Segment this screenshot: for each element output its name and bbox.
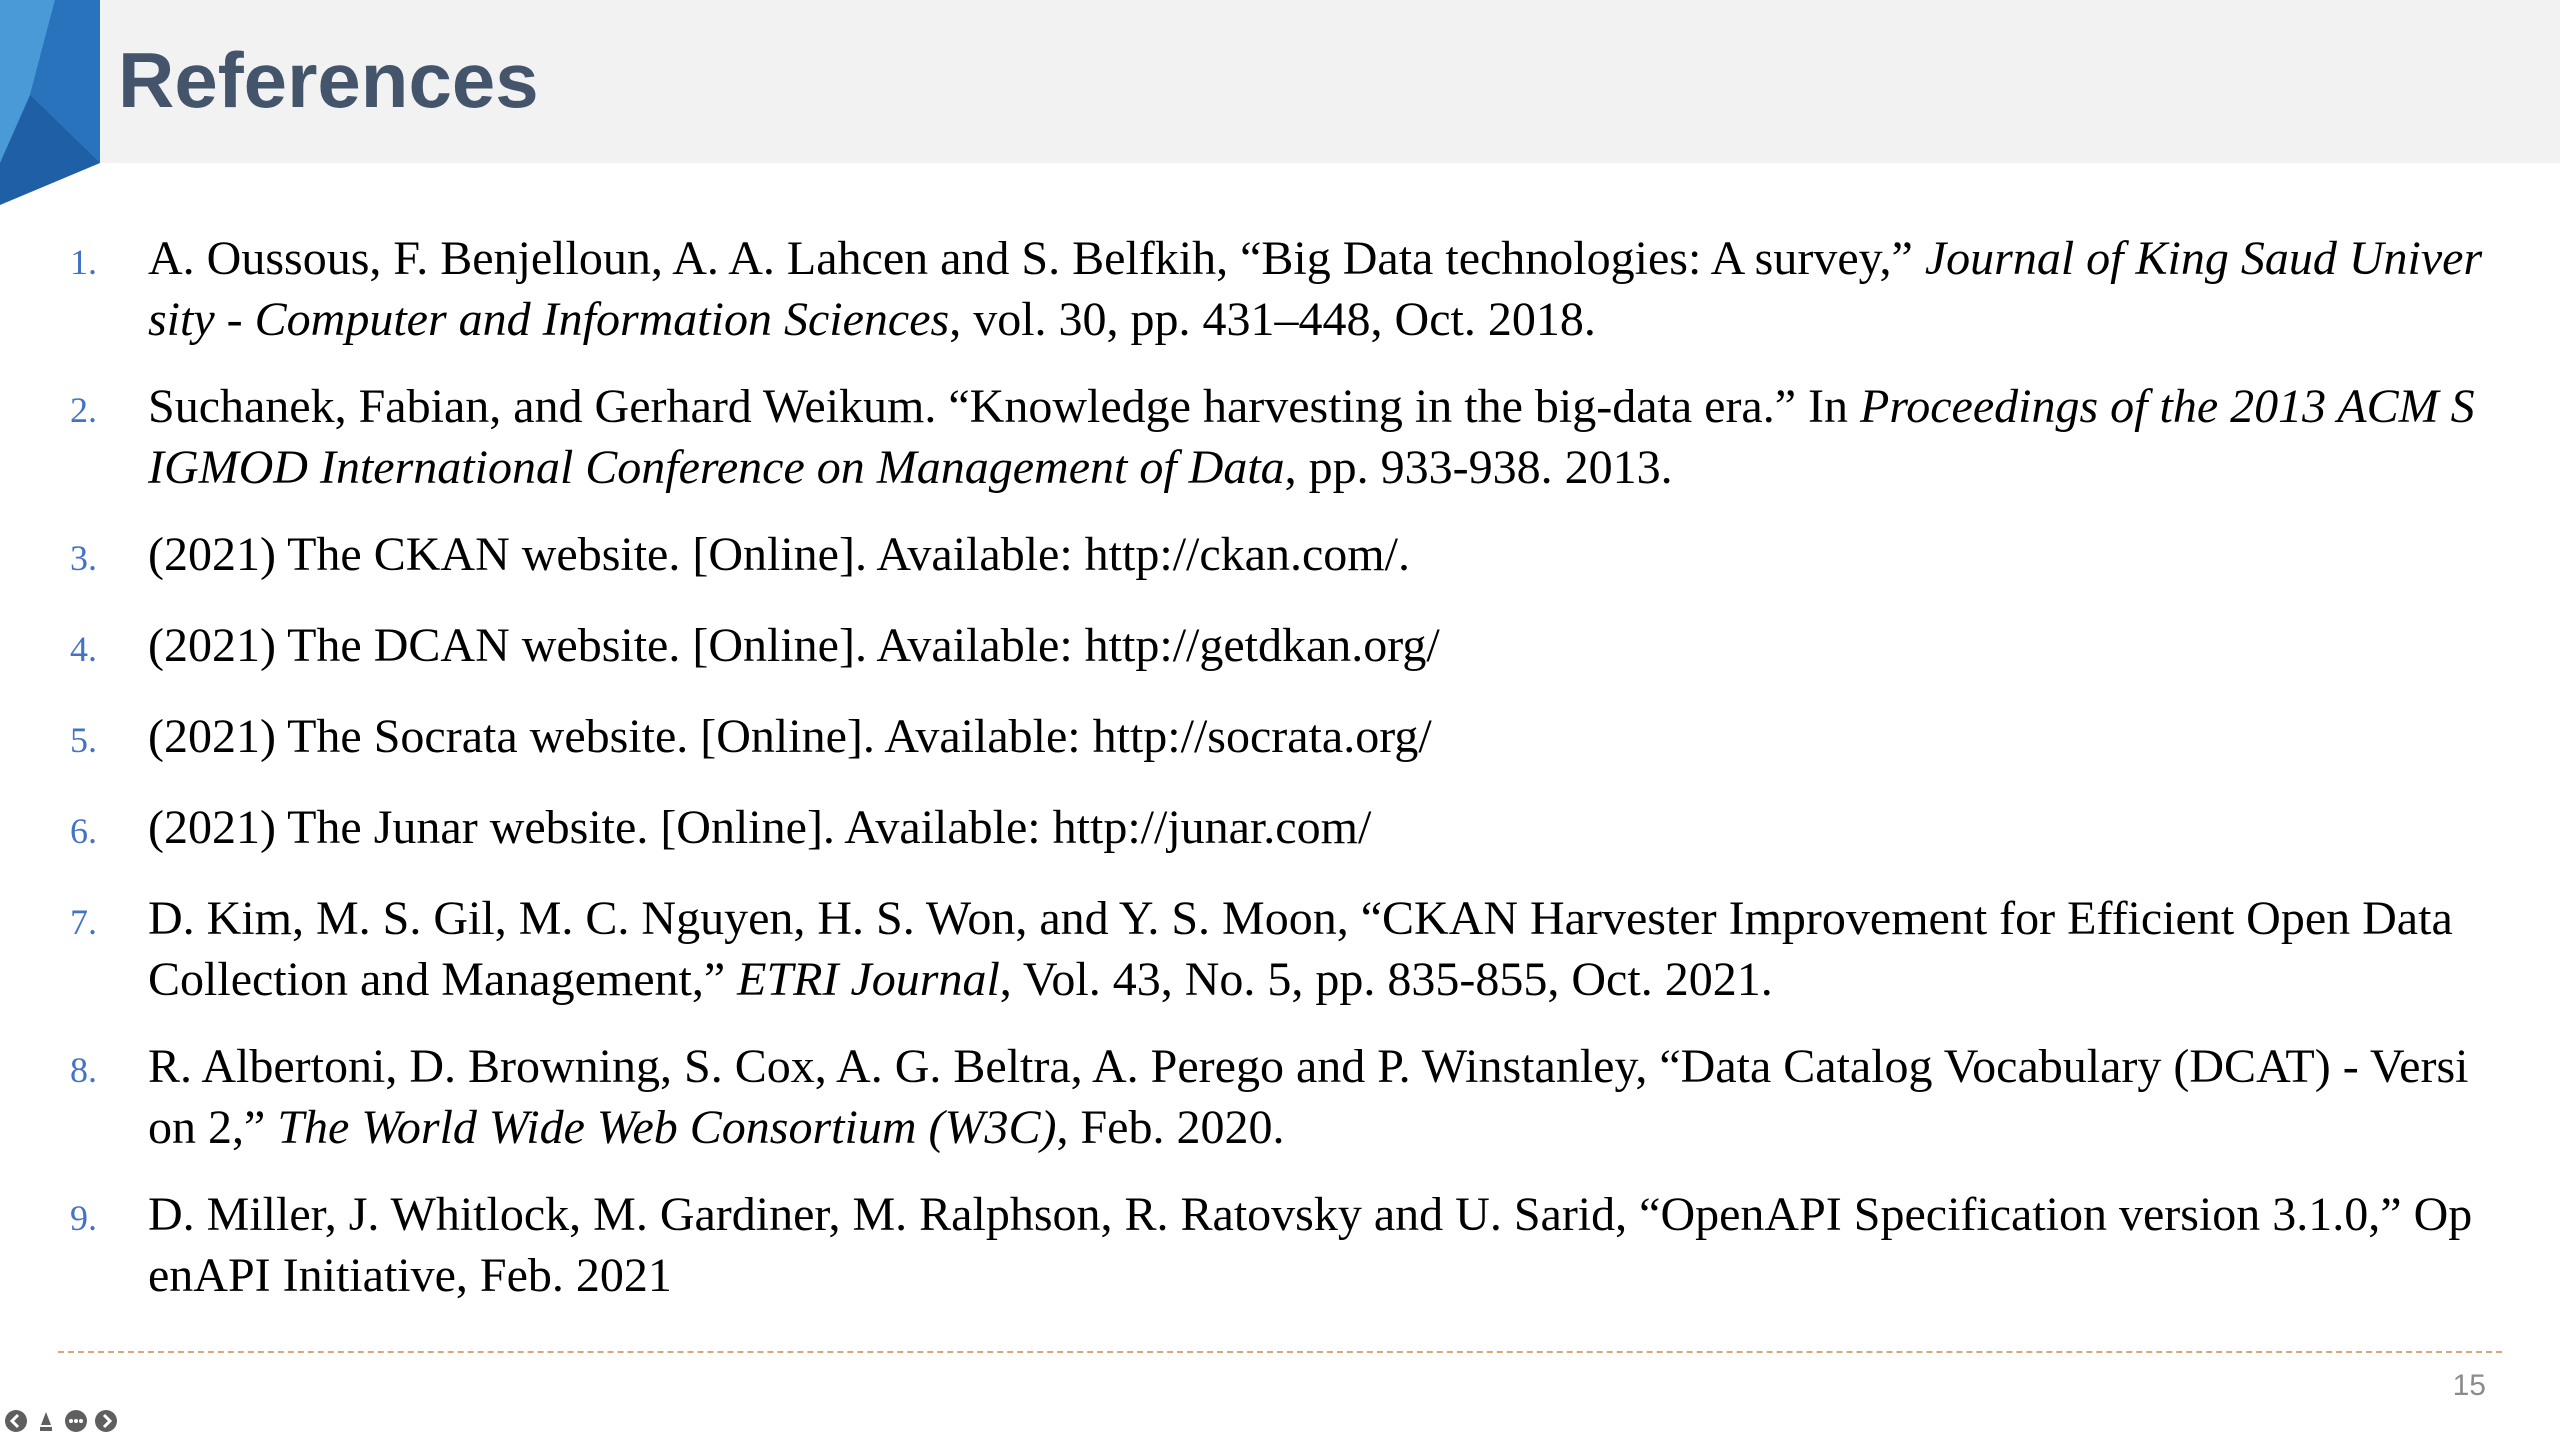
reference-number: 3. [70,538,97,578]
reference-number: 2. [70,390,97,430]
reference-item [70,524,2490,589]
reference-number: 1. [70,242,97,282]
reference-segment: (2021) The CKAN website. [Online]. Available: http://ckan.com/. [148,528,1410,581]
next-slide-icon[interactable] [94,1409,118,1433]
reference-segment: (2021) The Socrata website. [Online]. Available: http://socrata.org/ [148,710,1432,763]
reference-segment: , pp. 933-938. 2013. [1284,441,1673,494]
reference-text [148,524,2490,585]
reference-segment: Suchanek, Fabian, and Gerhard Weikum. “Knowledge harvesting in the big-data era.” In [148,380,1861,433]
reference-item [70,376,2490,498]
reference-item [70,1036,2490,1158]
reference-segment: A. Oussous, F. Benjelloun, A. A. Lahcen and S. Belfkih, “Big Data technologies: A survey,” [148,232,1925,285]
reference-number: 7. [70,902,97,942]
reference-text [148,228,2490,350]
reference-text [148,1184,2490,1306]
reference-text [148,1036,2490,1158]
slideshow-nav-controls [4,1409,118,1433]
reference-source-title: Journal of King Saud University - Computer and Information Sciences [148,232,2483,346]
reference-segment: D. Miller, J. Whitlock, M. Gardiner, M. Ralphson, R. Ratovsky and U. Sarid, “OpenAPI Specification version 3.1.0,” OpenAPI Initiative, Feb. 2021 [148,1188,2473,1302]
more-options-icon[interactable] [64,1409,88,1433]
reference-segment: D. Kim, M. S. Gil, M. C. Nguyen, H. S. Won, and Y. S. Moon, “CKAN Harvester Improvement for Efficient Open Data Collection and Management,” [148,892,2453,1006]
previous-slide-icon[interactable] [4,1409,28,1433]
reference-segment: (2021) The DCAN website. [Online]. Available: http://getdkan.org/ [148,619,1440,672]
reference-item [70,797,2490,862]
reference-number: 5. [70,720,97,760]
reference-item [70,888,2490,1010]
slide-title: References [118,36,539,124]
reference-item [70,228,2490,350]
reference-number: 6. [70,811,97,851]
reference-segment: (2021) The Junar website. [Online]. Available: http://junar.com/ [148,801,1372,854]
reference-number: 9. [70,1198,97,1238]
reference-source-title: The World Wide Web Consortium (W3C) [277,1101,1057,1154]
reference-number: 4. [70,629,97,669]
footer-divider [58,1351,2502,1353]
reference-item [70,706,2490,771]
reference-text [148,797,2490,858]
page-number: 15 [2452,1369,2486,1402]
references-list [70,228,2490,1332]
corner-accent-graphic [0,0,100,205]
reference-text [148,615,2490,676]
reference-text [148,376,2490,498]
reference-source-title: ETRI Journal [737,953,1000,1006]
reference-text [148,888,2490,1010]
reference-segment: , Vol. 43, No. 5, pp. 835-855, Oct. 2021. [999,953,1773,1006]
pen-tool-icon[interactable] [34,1409,58,1433]
reference-segment: R. Albertoni, D. Browning, S. Cox, A. G. Beltra, A. Perego and P. Winstanley, “Data Catalog Vocabulary (DCAT) - Version 2,” [148,1040,2469,1154]
reference-source-title: Proceedings of the 2013 ACM SIGMOD International Conference on Management of Data [148,380,2475,494]
reference-text [148,706,2490,767]
reference-segment: , vol. 30, pp. 431–448, Oct. 2018. [949,293,1596,346]
reference-segment: , Feb. 2020. [1056,1101,1285,1154]
reference-number: 8. [70,1050,97,1090]
reference-item [70,1184,2490,1306]
reference-item [70,615,2490,680]
